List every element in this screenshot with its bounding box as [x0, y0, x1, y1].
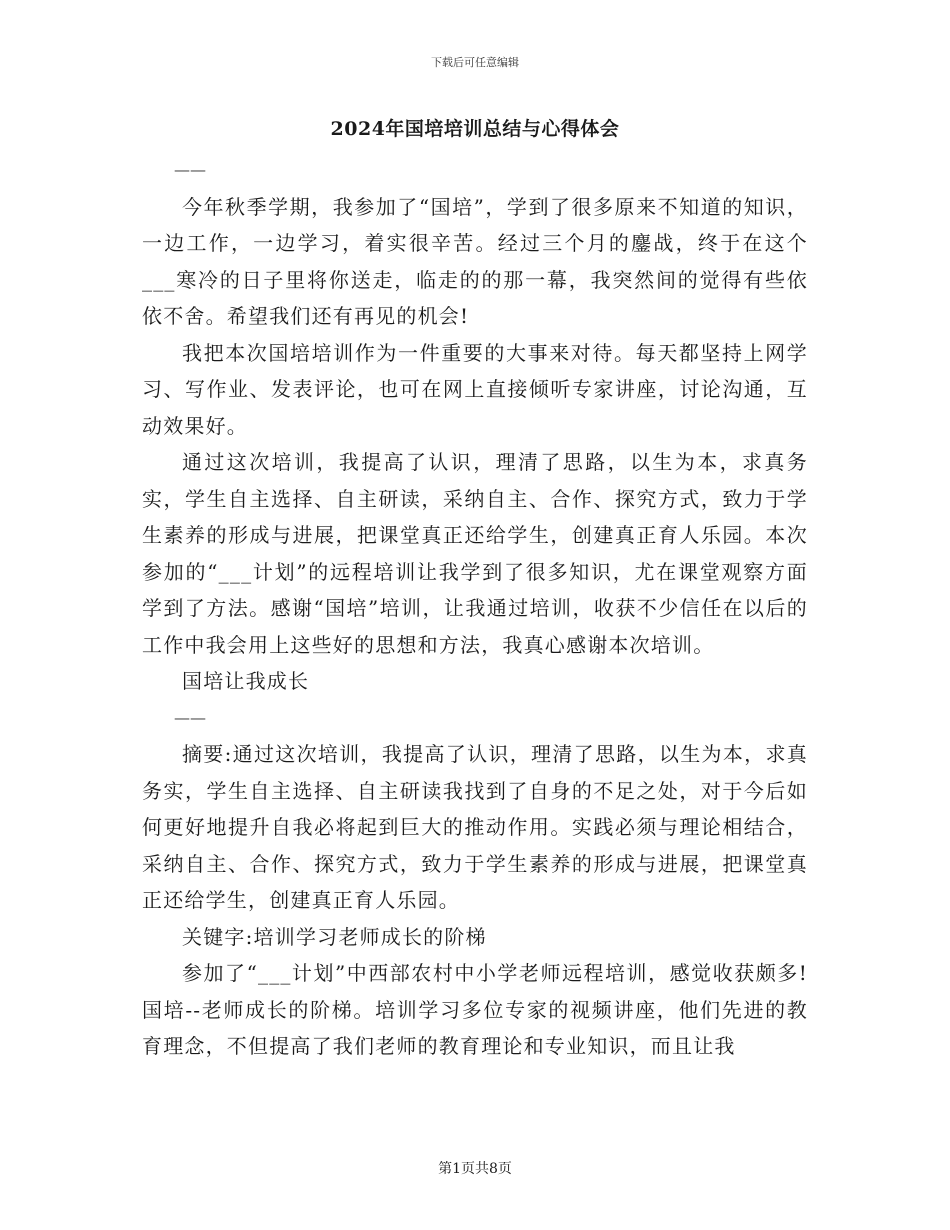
paragraph-participation: 参加了“___计划”中西部农村中小学老师远程培训，感觉收获颇多!国培--老师成长的阶梯。培训学习多位专家的视频讲座，他们先进的教育理念，不但提高了我们老师的教育理论和专业知识，而且让我	[142, 961, 808, 1058]
document-body	[142, 152, 808, 1065]
paragraph-keywords: 关键字:培训学习老师成长的阶梯	[182, 924, 487, 949]
document-title: 2024年国培培训总结与心得体会	[330, 118, 620, 140]
separator-dash: ——	[174, 707, 206, 727]
separator-dash: ——	[174, 160, 206, 179]
paragraph-intro: 今年秋季学期，我参加了“国培”，学到了很多原来不知道的知识，一边工作，一边学习，着实很辛苦。经过三个月的鏖战，终于在这个___寒冷的日子里将你送走，临走的的那一幕，我突然间的觉得有些依依不舍。希望我们还有再见的机会!	[142, 194, 808, 328]
paragraph-gains: 通过这次培训，我提高了认识，理清了思路，以生为本，求真务实，学生自主选择、自主研读，采纳自主、合作、探究方式，致力于学生素养的形成与进展，把课堂真正还给学生，创建真正育人乐园。本次参加的“___计划”的远程培训让我学到了很多知识，尤在课堂观察方面学到了方法。感谢“国培”培训，让我通过培训，收获不少信任在以后的工作中我会用上这些好的思想和方法，我真心感谢本次培训。	[142, 450, 808, 657]
paragraph-attitude: 我把本次国培培训作为一件重要的大事来对待。每天都坚持上网学习、写作业、发表评论，也可在网上直接倾听专家讲座，讨论沟通，互动效果好。	[142, 340, 808, 438]
section-subtitle: 国培让我成长	[182, 669, 310, 693]
paragraph-abstract: 摘要:通过这次培训，我提高了认识，理清了思路，以生为本，求真务实，学生自主选择、自主研读我找到了自身的不足之处，对于今后如何更好地提升自我必将起到巨大的推动作用。实践必须与理论相结合，采纳自主、合作、探究方式，致力于学生素养的形成与进展，把课堂真正还给学生，创建真正育人乐园。	[142, 742, 808, 912]
page-header-note: 下载后可任意编辑	[431, 56, 519, 69]
page-number: 第1页共8页	[438, 1161, 512, 1177]
